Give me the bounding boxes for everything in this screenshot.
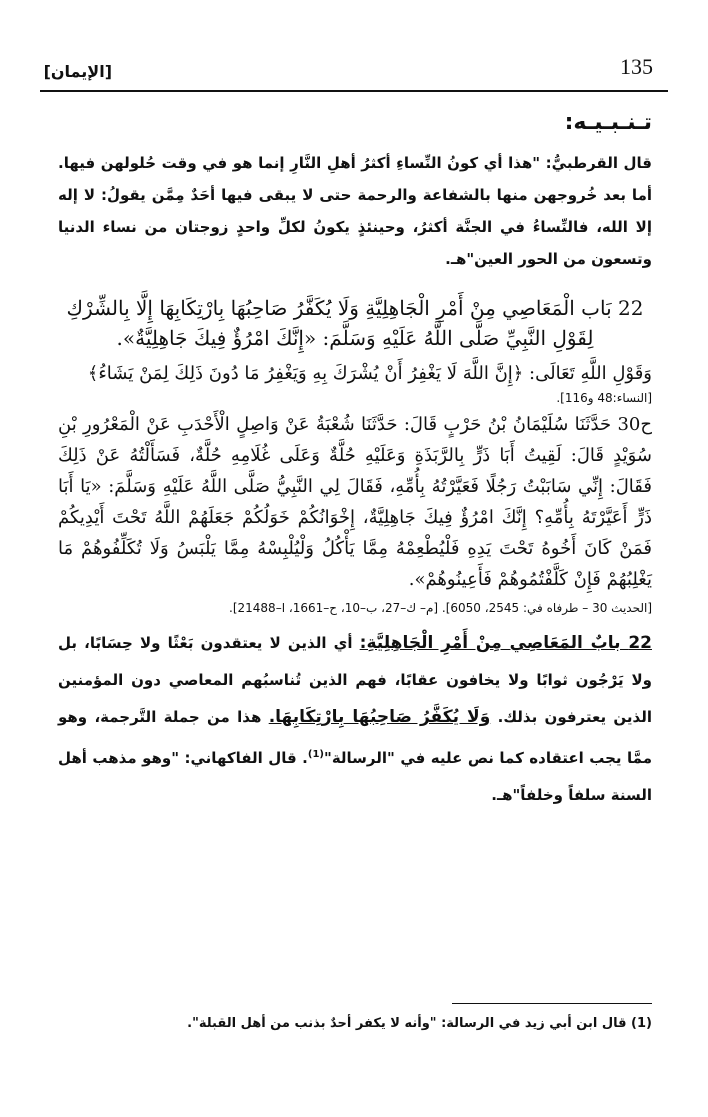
main-content	[58, 110, 652, 814]
footnote	[58, 1016, 652, 1031]
commentary-lead: 22 بابٌ المَعَاصِي مِنْ أَمْرِ الْجَاهِلِيَّةِ:	[359, 633, 652, 653]
quran-verse: وَقَوْلِ اللَّهِ تَعَالَى: ﴿إِنَّ اللَّهَ لَا يَغْفِرُ أَنْ يُشْرَكَ بِهِ وَيَغْفِرُ مَا دُونَ ذَلِكَ لِمَنْ يَشَاءُ﴾	[87, 363, 652, 384]
page-header	[40, 40, 668, 92]
chapter-title: 22 بَاب الْمَعَاصِي مِنْ أَمْرِ الْجَاهِلِيَّةِ وَلَا يُكَفَّرُ صَاحِبُهَا بِارْتِكَابِهَا إِلَّا بِالشِّرْكِ لِقَوْلِ النَّبِيِّ صَلَّى اللَّهُ عَلَيْهِ وَسَلَّمَ: «إِنَّكَ امْرُؤٌ فِيكَ جَاهِلِيَّةٌ».	[66, 296, 644, 350]
hadith-reference: [الحديث 30 – طرفاه في: 2545، 6050]. [م– ك–27، ب–10، ح–1661، ا–21488].	[229, 601, 652, 615]
section-title: [الإيمان]	[43, 62, 112, 81]
note-heading: تـنـبـيـه:	[564, 110, 652, 135]
verse-reference: [النساء:48 و116].	[556, 391, 652, 405]
page-number: 135	[620, 54, 653, 79]
commentary-part2: هذا من جملة التَّرجمة، وهو ممَّا يجب اعتقاده كما نص عليه في "الرسالة"	[58, 708, 652, 767]
footnote-marker[interactable]: (1)	[307, 749, 324, 760]
footnote-text: قال ابن أبي زيد في الرسالة: "وأنه لا يكفر أحدٌ بذنب من أهل القبلة".	[187, 1016, 627, 1031]
footnote-divider	[452, 1003, 652, 1004]
note-text: قال القرطبيُّ: "هذا أي كونُ النِّساءِ أكثرُ أهلِ النَّارِ إنما هو في وقت حُلولهن فيها. أما بعد خُروجهن منها بالشفاعة والرحمة حتى لا يبقى فيها أحَدٌ مِمَّن يقولُ: لا إله إلا الله، فالنِّساءُ في الجنَّة أكثرُ، وحينئذٍ يكونُ لكلِّ واحدٍ زوجتان من نساء الدنيا وتسعون من الحور العين"هـ.	[58, 154, 652, 268]
commentary	[58, 625, 652, 814]
commentary-part1: أي الذين لا يعتقدون بَعْثًا ولا حِسَابًا، بل ولا يَرْجُون ثوابًا ولا يخافون عقابًا، فهم الذين تُناسبُهم المعاصي دون المؤمنين الذين يعترفون بذلك.	[58, 634, 652, 726]
commentary-part3: . قال الفاكهاني: "وهو مذهب أهل السنة سلفاً وخلفاً"هـ.	[58, 749, 652, 804]
hadith-text: ح30 حَدَّثَنَا سُلَيْمَانُ بْنُ حَرْبٍ قَالَ: حَدَّثَنَا شُعْبَةُ عَنْ وَاصِلٍ الْأَحْدَبِ عَنْ الْمَعْرُورِ بْنِ سُوَيْدٍ قَالَ: لَقِيتُ أَبَا ذَرٍّ بِالرَّبَذَةِ وَعَلَيْهِ حُلَّةٌ وَعَلَى غُلَامِهِ حُلَّةٌ، فَسَأَلْتُهُ عَنْ ذَلِكَ فَقَالَ: إِنِّي سَابَبْتُ رَجُلًا فَعَيَّرْتُهُ بِأُمِّهِ، فَقَالَ لِي النَّبِيُّ صَلَّى اللَّهُ عَلَيْهِ وَسَلَّمَ: «يَا أَبَا ذَرٍّ أَعَيَّرْتَهُ بِأُمِّهِ؟ إِنَّكَ امْرُؤٌ فِيكَ جَاهِلِيَّةٌ، إِخْوَانُكُمْ خَوَلُكُمْ جَعَلَهُمْ اللَّهُ تَحْتَ أَيْدِيكُمْ فَمَنْ كَانَ أَخُوهُ تَحْتَ يَدِهِ فَلْيُطْعِمْهُ مِمَّا يَأْكُلُ وَلْيُلْبِسْهُ مِمَّا يَلْبَسُ وَلَا تُكَلِّفُوهُمْ مَا يَغْلِبُهُمْ فَإِنْ كَلَّفْتُمُوهُمْ فَأَعِينُوهُمْ».	[58, 414, 652, 590]
footnote-number: (1)	[631, 1016, 652, 1031]
commentary-mid: وَلَا يُكَفَّرُ صَاحِبُهَا بِارْتِكَابِهَا.	[268, 707, 491, 727]
